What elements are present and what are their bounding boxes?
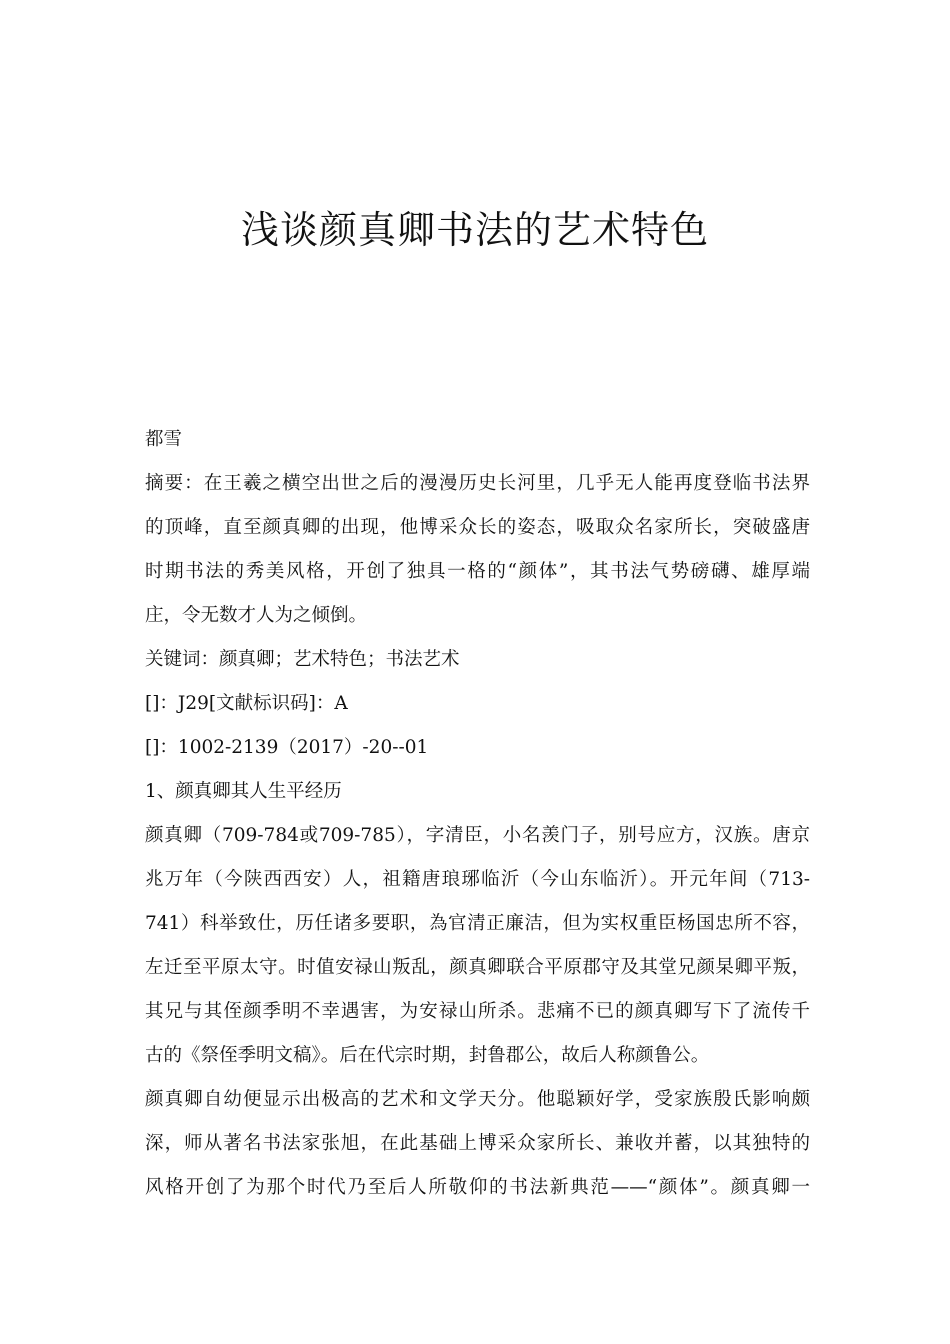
article-id: []：1002-2139（2017）-20--01 [145,737,429,758]
paragraph-line: 颜真卿自幼便显示出极高的艺术和文学天分。他聪颖好学，受家族殷氏影响颇 [145,1089,810,1110]
abstract-line: 时期书法的秀美风格，开创了独具一格的“颜体”，其书法气势磅礴、雄厚端 [145,561,810,582]
paragraph-line: 颜真卿（709-784或709-785），字清臣，小名羡门子，别号应方，汉族。唐京 [145,825,810,846]
section-heading: 1、颜真卿其人生平经历 [145,781,342,802]
paragraph-talent [145,1078,810,1210]
abstract-line: 摘要：在王羲之横空出世之后的漫漫历史长河里，几乎无人能再度登临书法界 [145,473,810,494]
paragraph-line: 其兄与其侄颜季明不幸遇害，为安禄山所杀。悲痛不已的颜真卿写下了流传千 [145,1001,810,1022]
abstract [145,462,810,638]
document-title: 浅谈颜真卿书法的艺术特色 [240,208,709,252]
paragraph-line: 兆万年（今陕西西安）人，祖籍唐琅琊临沂（今山东临沂）。开元年间（713- [145,869,810,890]
author-name: 都雪 [145,429,183,450]
paragraph-biography [145,814,810,1078]
paragraph-line: 741）科举致仕，历任诸多要职，為官清正廉洁，但为实权重臣杨国忠所不容， [145,913,810,934]
document-body [145,418,810,1210]
abstract-line: 的顶峰，直至颜真卿的出现，他博采众长的姿态，吸取众名家所长，突破盛唐 [145,517,810,538]
paragraph-line: 风格开创了为那个时代乃至后人所敬仰的书法新典范——“颜体”。颜真卿一 [145,1177,810,1198]
abstract-line: 庄，令无数才人为之倾倒。 [145,605,368,626]
paragraph-line: 深，师从著名书法家张旭，在此基础上博采众家所长、兼收并蓄，以其独特的 [145,1133,810,1154]
classification-code: []：J29[文献标识码]：A [145,693,348,714]
paragraph-line: 古的《祭侄季明文稿》。后在代宗时期，封鲁郡公，故后人称颜鲁公。 [145,1045,710,1066]
paragraph-line: 左迁至平原太守。时值安禄山叛乱，颜真卿联合平原郡守及其堂兄颜杲卿平叛， [145,957,810,978]
keywords: 关键词：颜真卿；艺术特色；书法艺术 [145,649,460,670]
